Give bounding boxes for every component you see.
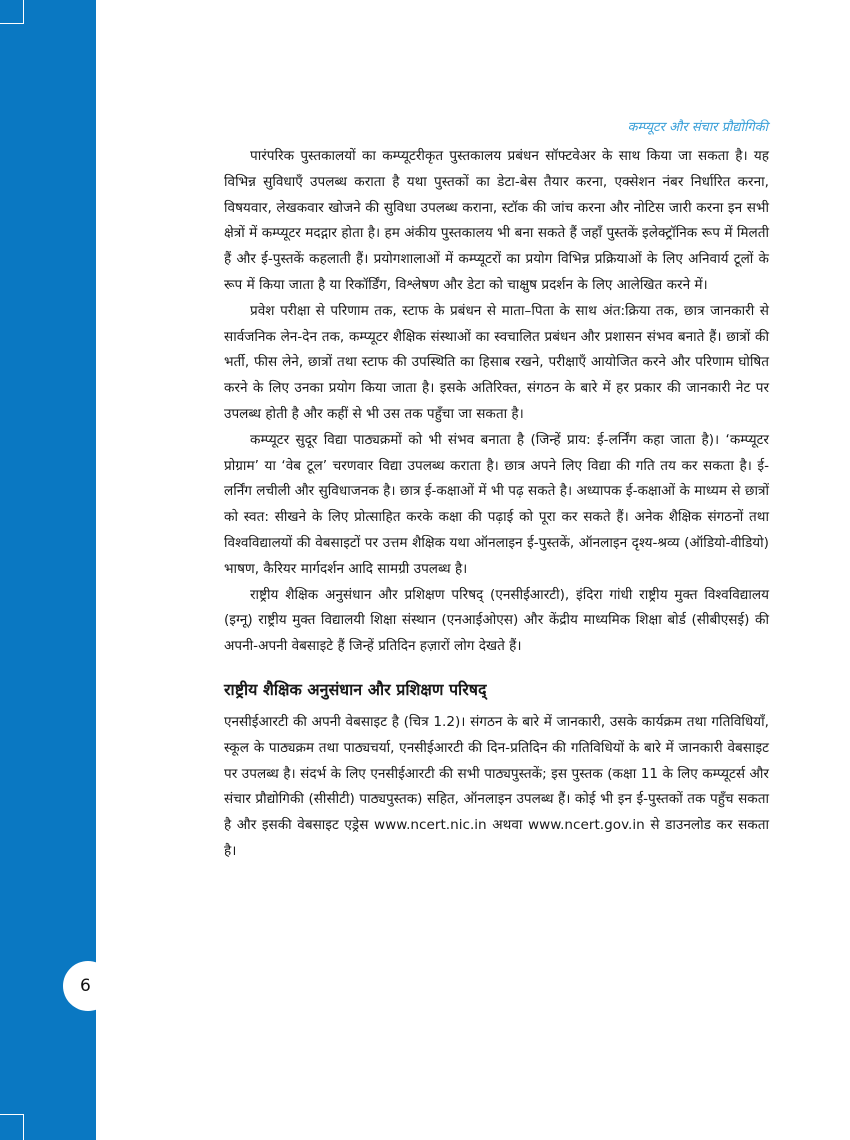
page-number: 6 [63,961,113,1011]
paragraph-elearning: कम्प्यूटर सुदूर विद्या पाठ्यक्रमों को भी संभव बनाता है (जिन्हें प्राय: ई-लर्निंग कहा जाता है)। ‘कम्प्यूटर प्रोग्राम’ या ‘वेब टूल’ चरणवार विद्या उपलब्ध कराता है। छात्र अपने लिए विद्या की गति तय कर सकता है। ई-लर्निंग लचीली और सुविधाजनक है। छात्र ई-कक्षाओं में भी पढ़ सकते है। अध्यापक ई-कक्षाओं के माध्यम से छात्रों को स्वत: सीखने के लिए प्रोत्साहित करके कक्षा की पढ़ाई को पूरा कर सकते हैं। अनेक शैक्षिक संगठनों तथा विश्वविद्यालयों की वेबसाइटों पर उत्तम शैक्षिक यथा ऑनलाइन ई-पुस्तकें, ऑनलाइन दृश्य-श्रव्य (ऑडियो-वीडियो) भाषण, कैरियर मार्गदर्शन आदि सामग्री उपलब्ध है। [224,431,769,577]
crop-mark-top-left [0,0,24,24]
crop-mark-bottom-left [0,1114,24,1140]
paragraph-administration: प्रवेश परीक्षा से परिणाम तक, स्टाफ के प्रबंधन से माता–पिता के साथ अंत:क्रिया तक, छात्र जानकारी से सार्वजनिक लेन-देन तक, कम्प्यूटर शैक्षिक संस्थाओं का स्वचालित प्रबंधन और प्रशासन संभव बनाते हैं। छात्रों की भर्ती, फीस लेने, छात्रों तथा स्टाफ की उपस्थिति का हिसाब रखने, परीक्षाएँ आयोजित करने और परिणाम घोषित करने के लिए उनका प्रयोग किया जाता है। इसके अतिरिक्त, संगठन के बारे में हर प्रकार की जानकारी नेट पर उपलब्ध होती है और कहीं से भी उस तक पहुँचा जा सकता है। [224,302,769,422]
page-body [224,144,769,865]
paragraph-library: पारंपरिक पुस्तकालयों का कम्प्यूटरीकृत पुस्तकालय प्रबंधन सॉफ्टवेअर के साथ किया जा सकता है। यह विभिन्न सुविधाएँ उपलब्ध कराता है यथा पुस्तकों का डेटा-बेस तैयार करना, एक्सेशन नंबर निर्धारित करना, विषयवार, लेखकवार खोजने की सुविधा उपलब्ध कराना, स्टॉक की जांच करना और नोटिस जारी करना इन सभी क्षेत्रों में कम्प्यूटर मदद्गार होता है। हम अंकीय पुस्तकालय भी बना सकते हैं जहाँ पुस्तकें इलेक्ट्रॉनिक रूप में मिलती हैं और ई-पुस्तकें कहलाती हैं। प्रयोगशालाओं में कम्प्यूटरों का प्रयोग विभिन्न प्रक्रियाओं के लिए अनिवार्य टूलों के रूप में किया जाता है या रिकॉर्डिंग, विश्लेषण और डेटा को चाक्षुष प्रदर्शन के लिए आलेखित करने में। [224,148,769,293]
section-heading: राष्ट्रीय शैक्षिक अनुसंधान और प्रशिक्षण परिषद् [224,679,487,699]
running-header: कम्प्यूटर और संचार प्रौद्योगिकी [627,120,768,135]
paragraph-institution-websites: राष्ट्रीय शैक्षिक अनुसंधान और प्रशिक्षण परिषद् (एनसीईआरटी), इंदिरा गांधी राष्ट्रीय मुक्त विश्वविद्यालय (इग्नू) राष्ट्रीय मुक्त विद्यालयी शिक्षा संस्थान (एनआईओएस) और केंद्रीय माध्यमिक शिक्षा बोर्ड (सीबीएसई) की अपनी-अपनी वेबसाइटे हैं जिन्हें प्रतिदिन हज़ारों लोग देखते हैं। [224,586,769,655]
paragraph-ncert-website: एनसीईआरटी की अपनी वेबसाइट है (चित्र 1.2)। संगठन के बारे में जानकारी, उसके कार्यक्रम तथा गतिविधियाँ, स्कूल के पाठ्यक्रम तथा पाठ्यचर्या, एनसीईआरटी की दिन-प्रतिदिन की गतिविधियों के बारे में जानकारी वेबसाइट पर उपलब्ध है। संदर्भ के लिए एनसीईआरटी की सभी पाठ्यपुस्तकें; इस पुस्तक (कक्षा 11 के लिए कम्प्यूटर्स और संचार प्रौद्योगिकी (सीसीटी) पाठ्यपुस्तक) सहित, ऑनलाइन उपलब्ध हैं। कोई भी इन ई-पुस्तकों तक पहुँच सकता है और इसकी वेबसाइट एड्रेस www.ncert.nic.in अथवा www.ncert.gov.in से डाउनलोड कर सकता है। [224,713,769,859]
